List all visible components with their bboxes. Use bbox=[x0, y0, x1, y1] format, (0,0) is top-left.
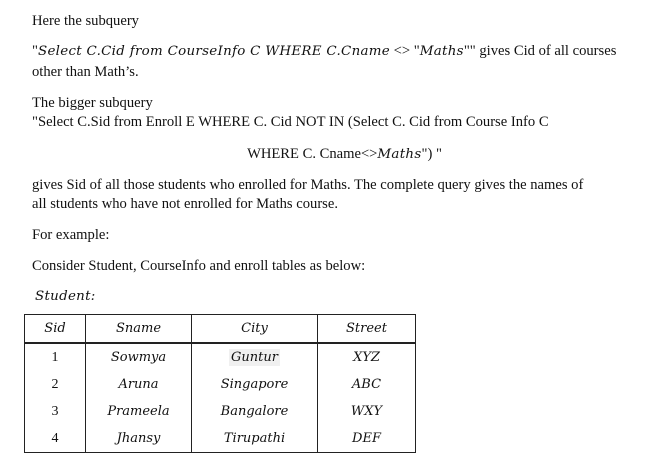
text-line: gives Sid of all those students who enrolled for Maths. The complete query gives the names of bbox=[32, 177, 584, 193]
inline-code: Select C.Cid from CourseInfo C WHERE C.Cname bbox=[37, 44, 391, 59]
table-cell: ABC bbox=[318, 371, 416, 398]
table-cell: 1 bbox=[25, 343, 86, 371]
table-cell: Aruna bbox=[86, 371, 192, 398]
table-cell: Jhansy bbox=[86, 425, 192, 453]
table-cell: Prameela bbox=[86, 398, 192, 425]
table-cell: 3 bbox=[25, 398, 86, 425]
table-cell: Bangalore bbox=[192, 398, 318, 425]
table-cell: Tirupathi bbox=[192, 425, 318, 453]
table-row bbox=[25, 343, 416, 371]
table-row bbox=[25, 425, 416, 453]
table-header-row bbox=[25, 315, 416, 344]
table-cell: DEF bbox=[318, 425, 416, 453]
column-header: City bbox=[192, 315, 318, 344]
text-line: Here the subquery bbox=[32, 13, 139, 29]
text-line: Consider Student, CourseInfo and enroll tables as below: bbox=[32, 258, 366, 274]
table-cell: Singapore bbox=[192, 371, 318, 398]
table-row bbox=[25, 398, 416, 425]
table-cell: 4 bbox=[25, 425, 86, 453]
text-line: For example: bbox=[32, 227, 110, 243]
table-cell bbox=[192, 343, 318, 371]
student-table bbox=[24, 314, 416, 453]
table-cell: WXY bbox=[318, 398, 416, 425]
column-header: Sid bbox=[25, 315, 86, 344]
table-cell: XYZ bbox=[318, 343, 416, 371]
query-line: "Select C.Sid from Enroll E WHERE C. Cid NOT IN (Select C. Cid from Course Info C bbox=[32, 114, 549, 130]
table-caption: Student: bbox=[35, 289, 96, 304]
highlighted-cell-text: Guntur bbox=[231, 350, 278, 365]
query-line-centered: WHERE C. Cname<>Maths") " bbox=[247, 146, 442, 162]
subquery-line: "Select C.Cid from CourseInfo C WHERE C.Cname <> "Maths"" gives Cid of all courses bbox=[32, 43, 617, 59]
table-row bbox=[25, 371, 416, 398]
column-header: Street bbox=[318, 315, 416, 344]
text-line: The bigger subquery bbox=[32, 95, 153, 111]
text-line: all students who have not enrolled for Maths course. bbox=[32, 196, 338, 212]
table-cell: Sowmya bbox=[86, 343, 192, 371]
table-cell: 2 bbox=[25, 371, 86, 398]
column-header: Sname bbox=[86, 315, 192, 344]
text-line: other than Math’s. bbox=[32, 64, 139, 80]
